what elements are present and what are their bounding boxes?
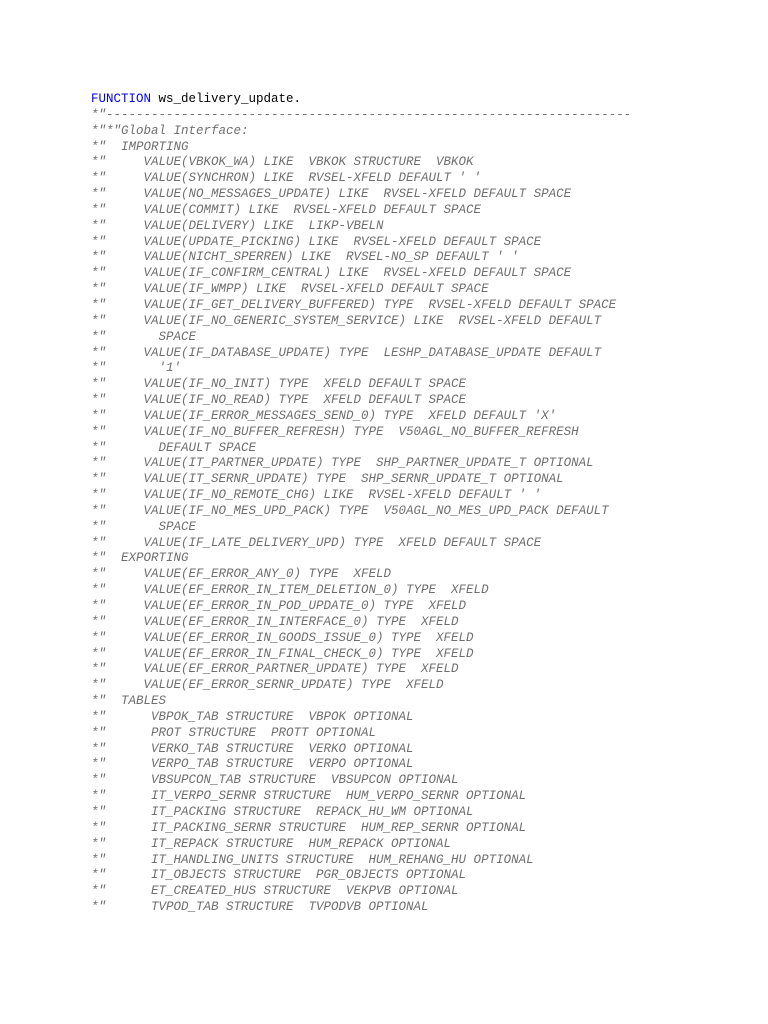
comment-line: *" ET_CREATED_HUS STRUCTURE VEKPVB OPTIONAL [91,884,459,899]
comment-line: *" VALUE(EF_ERROR_SERNR_UPDATE) TYPE XFELD [91,678,444,693]
function-name: ws_delivery_update. [151,92,302,106]
comment-line: *" SPACE [91,329,197,344]
comment-line: *" PROT STRUCTURE PROTT OPTIONAL [91,725,377,740]
comment-line: *" VALUE(VBKOK_WA) LIKE VBKOK STRUCTURE VBKOK [91,155,474,170]
function-keyword: FUNCTION [91,92,152,106]
comment-line: *" SPACE [91,519,197,534]
comment-line: *" TABLES [91,694,167,709]
comment-line: *" IT_VERPO_SERNR STRUCTURE HUM_VERPO_SERNR OPTIONAL [91,789,527,804]
comment-line: *"---------------------------------------------------------------------- [91,107,632,122]
comment-line: *" VALUE(NO_MESSAGES_UPDATE) LIKE RVSEL-XFELD DEFAULT SPACE [91,187,572,202]
comment-line: *" '1' [91,361,182,376]
comment-line: *" TVPOD_TAB STRUCTURE TVPODVB OPTIONAL [91,900,429,915]
comment-line: *" VALUE(UPDATE_PICKING) LIKE RVSEL-XFELD DEFAULT SPACE [91,234,542,249]
comment-line: *" VBSUPCON_TAB STRUCTURE VBSUPCON OPTIONAL [91,773,459,788]
comment-line: *" VALUE(IF_DATABASE_UPDATE) TYPE LESHP_DATABASE_UPDATE DEFAULT [91,345,602,360]
comment-line: *" IT_HANDLING_UNITS STRUCTURE HUM_REHANG_HU OPTIONAL [91,852,534,867]
comment-line: *" IMPORTING [91,139,189,154]
comment-line: *" VALUE(IF_WMPP) LIKE RVSEL-XFELD DEFAULT SPACE [91,282,489,297]
comment-line: *" VALUE(NICHT_SPERREN) LIKE RVSEL-NO_SP DEFAULT ' ' [91,250,519,265]
comment-line: *" IT_REPACK STRUCTURE HUM_REPACK OPTIONAL [91,836,452,851]
comment-line: *" VALUE(EF_ERROR_IN_INTERFACE_0) TYPE XFELD [91,614,459,629]
comment-line: *" VALUE(IF_CONFIRM_CENTRAL) LIKE RVSEL-XFELD DEFAULT SPACE [91,266,572,281]
comment-line: *" IT_PACKING STRUCTURE REPACK_HU_WM OPTIONAL [91,804,474,819]
comment-line: *" EXPORTING [91,551,189,566]
comment-line: *" VALUE(IF_NO_GENERIC_SYSTEM_SERVICE) LIKE RVSEL-XFELD DEFAULT [91,313,602,328]
comment-line: *" IT_PACKING_SERNR STRUCTURE HUM_REP_SERNR OPTIONAL [91,820,527,835]
comment-line: *" VALUE(EF_ERROR_IN_FINAL_CHECK_0) TYPE XFELD [91,646,474,661]
comment-line: *" VALUE(IF_NO_READ) TYPE XFELD DEFAULT SPACE [91,393,467,408]
comment-line: *" VALUE(COMMIT) LIKE RVSEL-XFELD DEFAULT SPACE [91,202,482,217]
comment-line: *" VALUE(IF_ERROR_MESSAGES_SEND_0) TYPE XFELD DEFAULT 'X' [91,408,557,423]
comment-line: *" VALUE(EF_ERROR_IN_GOODS_ISSUE_0) TYPE XFELD [91,630,474,645]
comment-line: *" VBPOK_TAB STRUCTURE VBPOK OPTIONAL [91,709,414,724]
comment-line: *" VALUE(EF_ERROR_PARTNER_UPDATE) TYPE XFELD [91,662,459,677]
comment-line: *" VALUE(IF_NO_REMOTE_CHG) LIKE RVSEL-XFELD DEFAULT ' ' [91,488,542,503]
comment-line: *" VALUE(IF_NO_MES_UPD_PACK) TYPE V50AGL_NO_MES_UPD_PACK DEFAULT [91,503,609,518]
comment-line: *" VALUE(IT_SERNR_UPDATE) TYPE SHP_SERNR_UPDATE_T OPTIONAL [91,472,564,487]
comment-line: *" VALUE(IF_GET_DELIVERY_BUFFERED) TYPE RVSEL-XFELD DEFAULT SPACE [91,297,617,312]
comment-line: *" IT_OBJECTS STRUCTURE PGR_OBJECTS OPTIONAL [91,868,467,883]
comment-line: *" VALUE(EF_ERROR_IN_POD_UPDATE_0) TYPE XFELD [91,599,467,613]
comment-line: *" VALUE(SYNCHRON) LIKE RVSEL-XFELD DEFAULT ' ' [91,171,482,186]
comment-line: *" VALUE(DELIVERY) LIKE LIKP-VBELN [91,218,384,233]
comment-line: *" VERKO_TAB STRUCTURE VERKO OPTIONAL [91,741,414,756]
comment-line: *" VALUE(IT_PARTNER_UPDATE) TYPE SHP_PARTNER_UPDATE_T OPTIONAL [91,456,594,471]
code-listing [91,92,751,916]
comment-line: *" VERPO_TAB STRUCTURE VERPO OPTIONAL [91,757,414,772]
comment-line: *" VALUE(EF_ERROR_IN_ITEM_DELETION_0) TYPE XFELD [91,583,489,598]
comment-line: *" VALUE(IF_LATE_DELIVERY_UPD) TYPE XFELD DEFAULT SPACE [91,535,542,550]
comment-line: *" DEFAULT SPACE [91,440,257,455]
comment-line: *"*"Global Interface: [91,123,249,138]
function-declaration [91,92,751,108]
comment-line: *" VALUE(IF_NO_BUFFER_REFRESH) TYPE V50AGL_NO_BUFFER_REFRESH [91,424,579,439]
comment-line: *" VALUE(EF_ERROR_ANY_0) TYPE XFELD [91,567,392,582]
comment-line: *" VALUE(IF_NO_INIT) TYPE XFELD DEFAULT SPACE [91,377,467,392]
